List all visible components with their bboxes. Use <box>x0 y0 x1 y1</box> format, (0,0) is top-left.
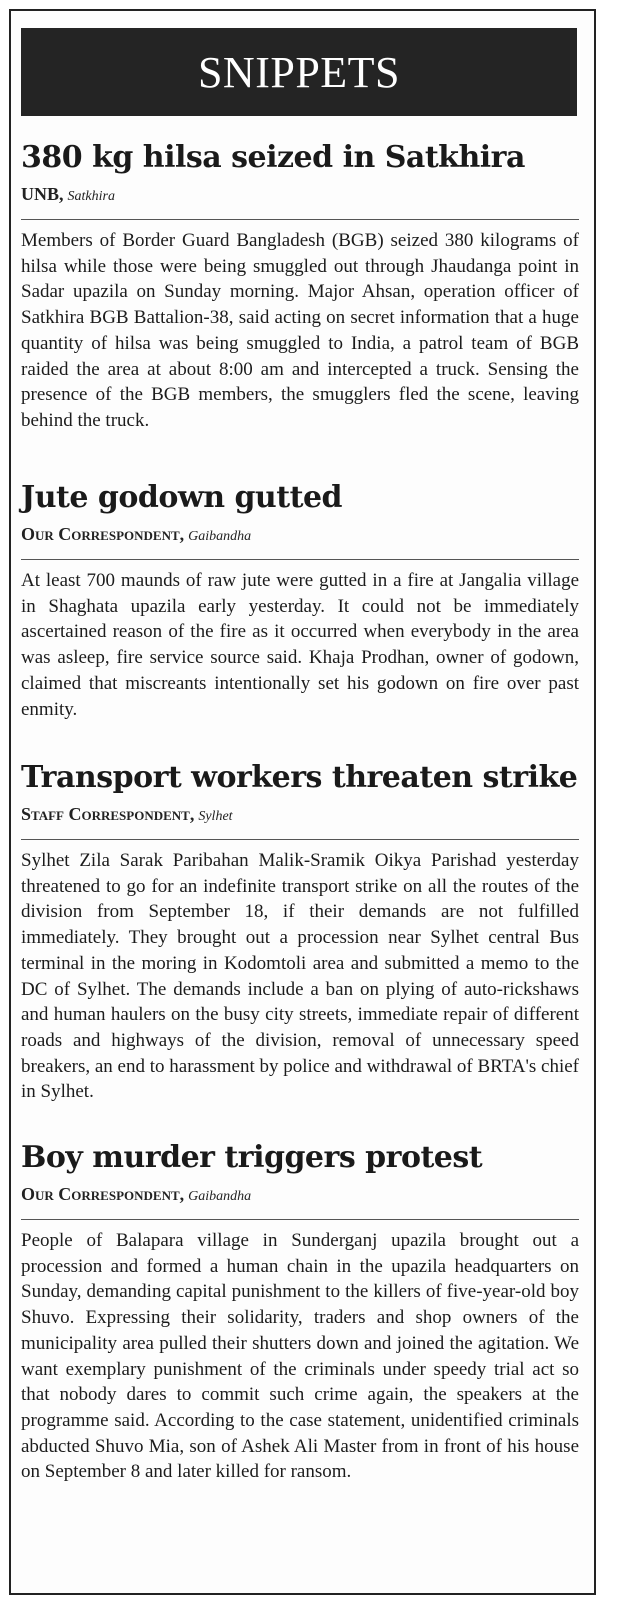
byline-source: UNB, <box>21 184 64 204</box>
story-body: Members of Border Guard Bangladesh (BGB) seized 380 kilograms of hilsa while those were being smuggled out through Jhaudanga point in Sadar upazila on Sunday morning. Major Ahsan, operation officer of Satkhira BGB Battalion-38, said acting on secret information that a huge quantity of hilsa was being smuggled to India, a patrol team of BGB raided the area at about 8:00 am and intercepted a truck. Sensing the presence of the BGB members, the smugglers fled the scene, leaving behind the truck. <box>21 230 579 431</box>
divider <box>21 219 579 220</box>
story-headline: Boy murder triggers protest <box>21 1140 483 1175</box>
byline-location: Sylhet <box>198 809 233 824</box>
story-body: Sylhet Zila Sarak Paribahan Malik-Sramik Oikya Parishad yesterday threatened to go for an indefinite transport strike on all the routes of the division from September 18, if their demands are not fulfilled immediately. They brought out a procession near Sylhet central Bus terminal in the moring in Kodomtoli area and submitted a memo to the DC of Sylhet. The demands include a ban on plying of auto-rickshaws and human haulers on the busy city streets, immediate repair of different roads and highways of the division, removal of unnecessary speed breakers, an end to harassment by police and withdrawal of BRTA's chief in Sylhet. <box>21 850 579 1103</box>
divider <box>21 839 579 840</box>
story-byline <box>21 804 579 827</box>
section-title: SNIPPETS <box>197 47 401 97</box>
byline-source: Staff Correspondent, <box>21 804 195 824</box>
story-headline: 380 kg hilsa seized in Satkhira <box>21 140 525 175</box>
story-byline <box>21 524 579 547</box>
story-byline <box>21 1184 579 1207</box>
story-jute-godown <box>21 480 579 722</box>
divider <box>21 1219 579 1220</box>
story-headline: Transport workers threaten strike <box>21 760 578 795</box>
story-body: People of Balapara village in Sunderganj upazila brought out a procession and formed a human chain in the upazila headquarters on Sunday, demanding capital punishment to the killers of five-year-old boy Shuvo. Expressing their solidarity, traders and shop owners of the municipality area pulled their shutters down and joined the agitation. We want exemplary punishment of the criminals under speedy trial act so that nobody dares to commit such crime again, the speakers at the programme said. According to the case statement, unidentified criminals abducted Shuvo Mia, son of Ashek Ali Master from in front of his house on September 8 and later killed for ransom. <box>21 1230 579 1483</box>
byline-location: Gaibandha <box>188 529 252 544</box>
story-boy-murder <box>21 1140 579 1485</box>
byline-source: Our Correspondent, <box>21 1184 185 1204</box>
section-banner <box>21 28 577 116</box>
story-byline <box>21 184 579 207</box>
byline-location: Gaibandha <box>188 1189 252 1204</box>
story-transport-strike <box>21 760 579 1105</box>
story-hilsa-seized <box>21 140 579 434</box>
story-headline: Jute godown gutted <box>21 480 343 515</box>
story-body: At least 700 maunds of raw jute were gutted in a fire at Jangalia village in Shaghata upazila early yesterday. It could not be immediately ascertained reason of the fire as it occurred when everybody in the area was asleep, fire service source said. Khaja Prodhan, owner of godown, claimed that miscreants intentionally set his godown on fire over past enmity. <box>21 570 579 720</box>
divider <box>21 559 579 560</box>
byline-source: Our Correspondent, <box>21 524 185 544</box>
byline-location: Satkhira <box>67 189 115 204</box>
